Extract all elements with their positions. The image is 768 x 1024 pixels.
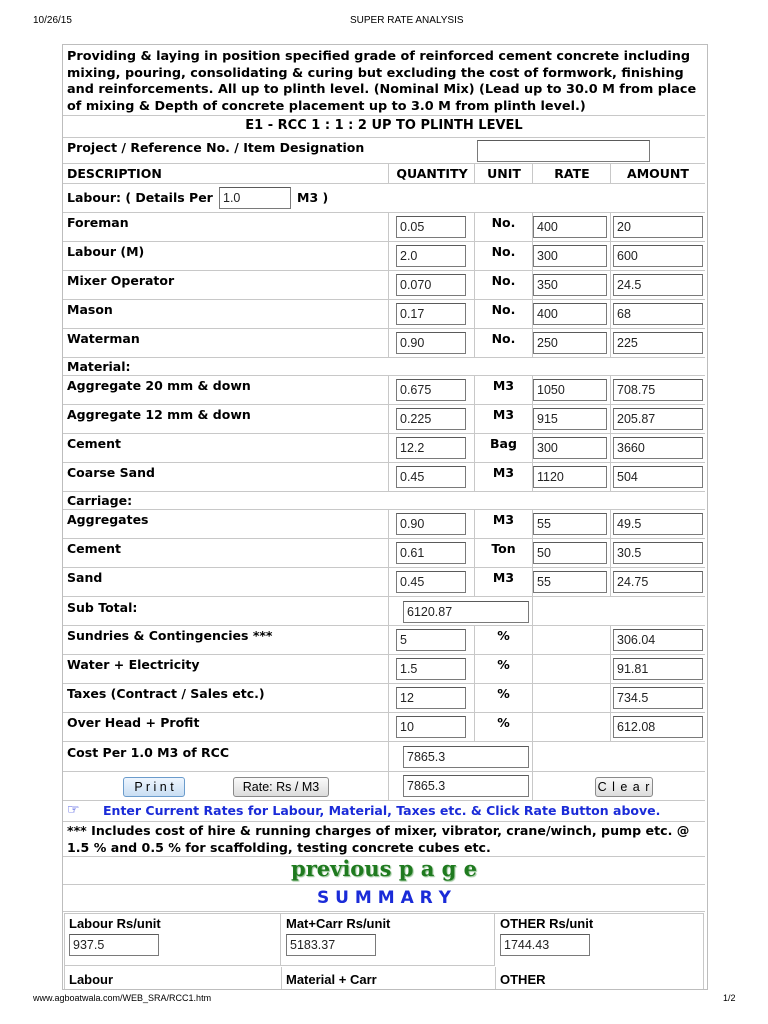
- item-rate-cell: [533, 713, 611, 741]
- summary-other-label: OTHER Rs/unit: [500, 916, 594, 931]
- clear-button[interactable]: C l e a r: [595, 777, 653, 797]
- cost-row: [63, 742, 705, 772]
- summary-other-footer: OTHER: [500, 972, 546, 987]
- item-amount-input[interactable]: 600: [613, 245, 703, 267]
- item-unit: M3: [492, 378, 515, 393]
- item-qty-input[interactable]: 5: [396, 629, 466, 651]
- item-unit: No.: [491, 302, 516, 317]
- item-title: E1 - RCC 1 : 1 : 2 UP TO PLINTH LEVEL: [245, 118, 523, 133]
- item-name: Cement: [67, 436, 122, 451]
- previous-page-row: [63, 857, 705, 885]
- item-row: [63, 434, 705, 463]
- item-rate-input[interactable]: 350: [533, 274, 607, 296]
- rate-result-input[interactable]: 7865.3: [403, 775, 529, 797]
- item-row: [63, 626, 705, 655]
- column-header-row: [63, 164, 705, 184]
- item-qty-input[interactable]: 0.45: [396, 466, 466, 488]
- item-rate-cell: [533, 655, 611, 683]
- item-amount-input[interactable]: 306.04: [613, 629, 703, 651]
- item-amount-input[interactable]: 20: [613, 216, 703, 238]
- item-amount-input[interactable]: 708.75: [613, 379, 703, 401]
- item-amount-input[interactable]: 30.5: [613, 542, 703, 564]
- item-qty-input[interactable]: 2.0: [396, 245, 466, 267]
- subtotal-label: Sub Total:: [67, 600, 138, 615]
- item-name: Taxes (Contract / Sales etc.): [67, 686, 265, 701]
- item-qty-input[interactable]: 0.90: [396, 332, 466, 354]
- item-unit: %: [497, 715, 510, 730]
- item-qty-input[interactable]: 0.90: [396, 513, 466, 535]
- item-qty-input[interactable]: 0.17: [396, 303, 466, 325]
- item-name: Over Head + Profit: [67, 715, 200, 730]
- item-row: [63, 510, 705, 539]
- item-name: Sand: [67, 570, 103, 585]
- item-rate-input[interactable]: 400: [533, 216, 607, 238]
- carriage-header-row: [63, 492, 705, 510]
- item-name-cell: [63, 568, 389, 596]
- item-unit: No.: [491, 215, 516, 230]
- item-name: Foreman: [67, 215, 129, 230]
- item-row: [63, 463, 705, 492]
- item-name: Labour (M): [67, 244, 145, 259]
- item-name: Cement: [67, 541, 122, 556]
- col-quantity: QUANTITY: [396, 166, 468, 181]
- item-rate-input[interactable]: 400: [533, 303, 607, 325]
- summary-labour-input[interactable]: 937.5: [69, 934, 159, 956]
- item-amount-input[interactable]: 205.87: [613, 408, 703, 430]
- summary-other-input[interactable]: 1744.43: [500, 934, 590, 956]
- previous-page-link[interactable]: previous p a g e: [291, 856, 477, 881]
- item-unit: No.: [491, 273, 516, 288]
- item-rate-input[interactable]: 1120: [533, 466, 607, 488]
- item-row: [63, 405, 705, 434]
- item-rate-input[interactable]: 250: [533, 332, 607, 354]
- print-title: SUPER RATE ANALYSIS: [350, 15, 464, 26]
- item-row: [63, 568, 705, 597]
- item-row: [63, 300, 705, 329]
- item-qty-input[interactable]: 12: [396, 687, 466, 709]
- pointing-hand-icon: ☞: [67, 802, 80, 818]
- project-label: Project / Reference No. / Item Designation: [67, 140, 365, 155]
- item-row: [63, 713, 705, 742]
- item-name: Mixer Operator: [67, 273, 175, 288]
- rates-note-row: [63, 801, 705, 822]
- item-unit: M3: [492, 512, 515, 527]
- summary-labour-label: Labour Rs/unit: [69, 916, 161, 931]
- includes-note: *** Includes cost of hire & running charges of mixer, vibrator, crane/winch, pump etc. @ 1.5 % and 0.5 % for scaffolding, testing concrete cubes etc.: [67, 823, 690, 855]
- project-input[interactable]: [477, 140, 650, 162]
- item-rate-input[interactable]: 300: [533, 245, 607, 267]
- item-row: [63, 271, 705, 300]
- item-amount-input[interactable]: 24.5: [613, 274, 703, 296]
- action-buttons-cell: [63, 772, 389, 800]
- material-header: Material:: [67, 359, 131, 374]
- item-unit: No.: [491, 331, 516, 346]
- labour-prefix: Labour: ( Details Per: [67, 190, 213, 205]
- item-description: Providing & laying in position specified grade of reinforced cement concrete including mixing, pouring, consolidating & curing but excluding the cost of formwork, finishing and reinforcements. All up to plinth level. (Nominal Mix) (Lead up to 30.0 M from place of mixing & Depth of concrete placement up to 3.0 M from plinth level.): [67, 49, 697, 114]
- item-rate-input[interactable]: 1050: [533, 379, 607, 401]
- item-amount-input[interactable]: 68: [613, 303, 703, 325]
- description-row: [63, 45, 705, 116]
- item-amount-input[interactable]: 612.08: [613, 716, 703, 738]
- summary-labour-footer: Labour: [69, 972, 114, 987]
- item-name: Aggregate 20 mm & down: [67, 378, 251, 393]
- includes-note-row: [63, 822, 705, 857]
- item-qty-input[interactable]: 0.675: [396, 379, 466, 401]
- item-name: Mason: [67, 302, 113, 317]
- subtotal-input[interactable]: 6120.87: [403, 601, 529, 623]
- item-unit: M3: [492, 465, 515, 480]
- summary-mat-input[interactable]: 5183.37: [286, 934, 376, 956]
- item-rate-input[interactable]: 915: [533, 408, 607, 430]
- summary-table: [64, 913, 704, 990]
- cost-label: Cost Per 1.0 M3 of RCC: [67, 745, 230, 760]
- item-name: Waterman: [67, 331, 140, 346]
- item-title-row: [63, 116, 705, 138]
- item-unit: M3: [492, 407, 515, 422]
- rate-analysis-form: [62, 44, 708, 990]
- item-rate-cell: [533, 684, 611, 712]
- item-rate-input[interactable]: 50: [533, 542, 607, 564]
- subtotal-row: [63, 597, 705, 626]
- item-amount-input[interactable]: 24.75: [613, 571, 703, 593]
- item-rate-input[interactable]: 55: [533, 571, 607, 593]
- summary-mat-label: Mat+Carr Rs/unit: [286, 916, 391, 931]
- item-amount-input[interactable]: 734.5: [613, 687, 703, 709]
- item-row: [63, 329, 705, 358]
- item-qty-input[interactable]: 0.45: [396, 571, 466, 593]
- col-description: DESCRIPTION: [67, 166, 162, 181]
- col-rate: RATE: [554, 166, 590, 181]
- rate-button[interactable]: Rate: Rs / M3: [233, 777, 329, 797]
- item-unit: Ton: [491, 541, 516, 556]
- item-row: [63, 213, 705, 242]
- item-qty-input[interactable]: 0.225: [396, 408, 466, 430]
- material-header-row: [63, 358, 705, 376]
- item-row: [63, 539, 705, 568]
- item-row: [63, 684, 705, 713]
- item-name: Aggregate 12 mm & down: [67, 407, 251, 422]
- item-qty-input[interactable]: 0.05: [396, 216, 466, 238]
- item-row: [63, 655, 705, 684]
- item-qty-input[interactable]: 0.070: [396, 274, 466, 296]
- item-qty-input[interactable]: 10: [396, 716, 466, 738]
- item-unit: No.: [491, 244, 516, 259]
- col-unit: UNIT: [487, 166, 521, 181]
- labour-header-row: [63, 184, 705, 213]
- labour-suffix: M3 ): [297, 190, 329, 205]
- item-amount-input[interactable]: 91.81: [613, 658, 703, 680]
- print-url: www.agboatwala.com/WEB_SRA/RCC1.htm: [33, 993, 212, 1003]
- item-qty-input[interactable]: 1.5: [396, 658, 466, 680]
- item-amount-input[interactable]: 3660: [613, 437, 703, 459]
- print-button[interactable]: P r i n t: [123, 777, 185, 797]
- item-qty-input[interactable]: 12.2: [396, 437, 466, 459]
- item-unit: %: [497, 657, 510, 672]
- project-row: [63, 138, 705, 164]
- rates-note: Enter Current Rates for Labour, Material, Taxes etc. & Click Rate Button above.: [103, 803, 661, 818]
- labour-per-input[interactable]: 1.0: [219, 187, 291, 209]
- item-unit: %: [497, 686, 510, 701]
- action-row: [63, 772, 705, 801]
- item-rate-input[interactable]: 300: [533, 437, 607, 459]
- item-unit: M3: [492, 570, 515, 585]
- print-page: 1/2: [723, 993, 736, 1003]
- item-amount-input[interactable]: 49.5: [613, 513, 703, 535]
- item-name: Aggregates: [67, 512, 149, 527]
- summary-mat-footer: Material + Carr: [286, 972, 377, 987]
- item-unit: Bag: [490, 436, 517, 451]
- item-name: Water + Electricity: [67, 657, 200, 672]
- summary-title: S U M M A R Y: [317, 888, 451, 908]
- item-name: Sundries & Contingencies ***: [67, 628, 273, 643]
- item-row: [63, 376, 705, 405]
- col-amount: AMOUNT: [627, 166, 689, 181]
- carriage-header: Carriage:: [67, 493, 133, 508]
- item-unit: %: [497, 628, 510, 643]
- print-date: 10/26/15: [33, 15, 72, 26]
- cost-input[interactable]: 7865.3: [403, 746, 529, 768]
- item-amount-input[interactable]: 225: [613, 332, 703, 354]
- item-rate-input[interactable]: 55: [533, 513, 607, 535]
- item-name: Coarse Sand: [67, 465, 155, 480]
- item-qty-input[interactable]: 0.61: [396, 542, 466, 564]
- summary-title-row: [63, 885, 705, 912]
- item-rate-cell: [533, 626, 611, 654]
- item-row: [63, 242, 705, 271]
- item-amount-input[interactable]: 504: [613, 466, 703, 488]
